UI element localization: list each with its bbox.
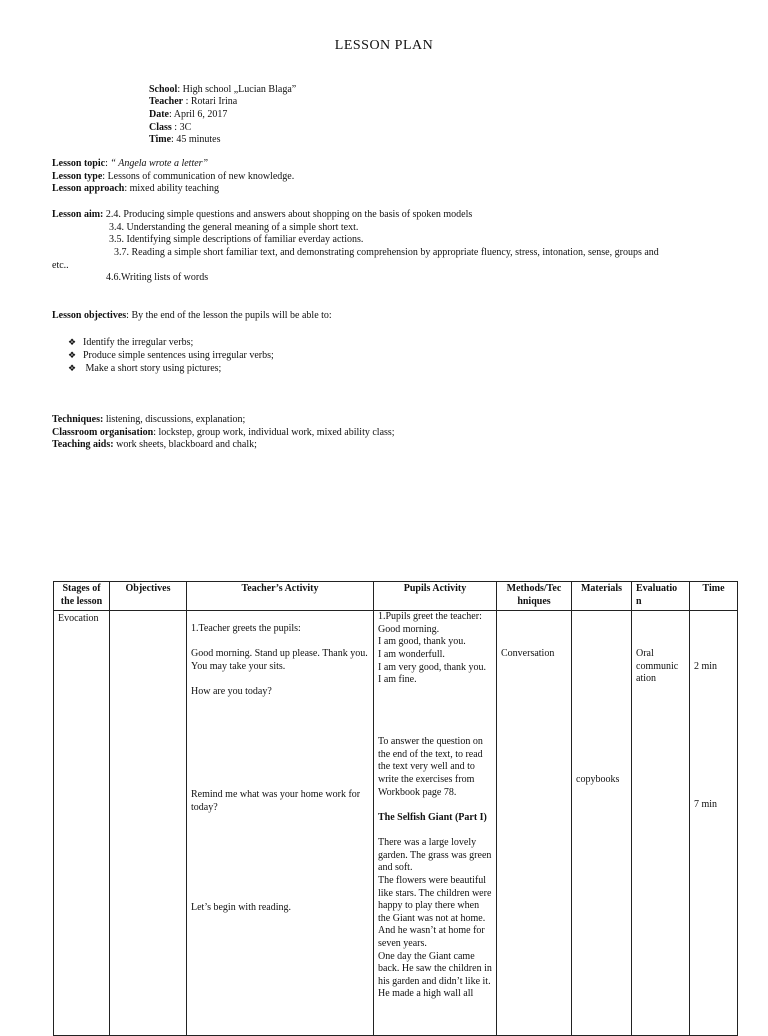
techniques-line	[52, 414, 245, 427]
stage-cell	[54, 611, 110, 1036]
teacher-morning-text: Good morning. Stand up please. Thank you. You may take your sits.	[191, 648, 368, 672]
date-line	[149, 109, 227, 122]
lesson-objectives-label: Lesson objectives	[52, 310, 127, 321]
techniques-value: listening, discussions, explanation;	[103, 414, 246, 425]
header-teacher-activity: Teacher’s Activity	[187, 582, 374, 611]
pupils-greet-text: 1.Pupils greet the teacher: Good morning. I am good, thank you. I am wonderfull. I am very good, thank you. I am fine.	[378, 611, 487, 686]
time-value-1: 2 min	[694, 661, 718, 673]
lesson-approach-label: Lesson approach	[52, 183, 125, 194]
stage-text: Evocation	[58, 613, 99, 625]
teaching-aids-value: work sheets, blackboard and chalk;	[113, 439, 257, 450]
teacher-activity-cell	[187, 611, 374, 1036]
methods-text: Conversation	[501, 648, 555, 660]
pupils-activity-cell	[374, 611, 497, 1036]
lesson-approach-line	[52, 183, 219, 196]
materials-text: copybooks	[576, 774, 620, 786]
lesson-topic-label: Lesson topic	[52, 158, 106, 169]
lesson-topic-value: “ Angela wrote a letter”	[110, 158, 209, 169]
teacher-remind-text: Remind me what was your home work for today?	[191, 789, 361, 813]
pupils-answer-text: To answer the question on the end of the text, to read the text very well and to write the exercises from Workbook page 78.	[378, 736, 483, 798]
time-label: Time	[149, 134, 172, 145]
teacher-label: Teacher	[149, 96, 184, 107]
lesson-type-line	[52, 171, 294, 184]
header-time: Time	[690, 582, 738, 611]
aim-item: 2.4. Producing simple questions and answers about shopping on the basis of spoken models	[103, 209, 473, 220]
date-value: : April 6, 2017	[169, 109, 228, 120]
organisation-label: Classroom organisation	[52, 427, 154, 438]
lesson-aim-line	[52, 209, 472, 222]
time-line	[149, 134, 221, 147]
evaluation-text: Oral communic ation	[636, 648, 679, 685]
time-value-2: 7 min	[694, 799, 718, 811]
header-stages: Stages of the lesson	[54, 582, 110, 611]
teacher-line	[149, 96, 237, 109]
objective-item	[68, 362, 221, 376]
lesson-objectives-intro: : By the end of the lesson the pupils will be able to:	[126, 310, 332, 321]
header-methods: Methods/Tec hniques	[497, 582, 572, 611]
header-evaluation: Evaluatio n	[632, 582, 690, 611]
school-value: : High school „Lucian Blaga”	[177, 84, 297, 95]
teacher-how-text: How are you today?	[191, 686, 272, 698]
objective-item	[68, 349, 274, 363]
story-title: The Selfish Giant (Part I)	[378, 812, 487, 824]
teaching-aids-label: Teaching aids:	[52, 439, 114, 450]
organisation-line	[52, 427, 395, 440]
teacher-reading-text: Let’s begin with reading.	[191, 902, 291, 914]
time-cell	[690, 611, 738, 1036]
document-title: LESSON PLAN	[334, 38, 434, 53]
lesson-topic-sep: :	[105, 158, 111, 169]
lesson-topic-line	[52, 158, 208, 171]
aim-item: etc..	[52, 260, 69, 271]
table-row	[54, 611, 738, 1036]
story-text: There was a large lovely garden. The grass was green and soft. The flowers were beautiful like stars. The children were happy to play there when the Giant was not at home. And he wasn’t at home for seven years. One day the Giant came back. He saw the children in his garden and didn’t like it. He made a high wall all	[378, 837, 492, 1000]
lesson-approach-value: : mixed ability teaching	[124, 183, 220, 194]
class-line	[149, 122, 191, 135]
aim-item: 3.4. Understanding the general meaning of a simple short text.	[109, 222, 359, 233]
objective-text: Produce simple sentences using irregular verbs;	[83, 350, 274, 361]
lesson-table	[53, 581, 738, 1036]
materials-cell	[572, 611, 632, 1036]
aim-item: 4.6.Writing lists of words	[106, 272, 209, 283]
table-header-row	[54, 582, 738, 611]
lesson-aim-label: Lesson aim:	[52, 209, 104, 220]
header-pupils-activity: Pupils Activity	[374, 582, 497, 611]
techniques-label: Techniques:	[52, 414, 104, 425]
school-line	[149, 84, 296, 97]
organisation-value: : lockstep, group work, individual work, mixed ability class;	[153, 427, 395, 438]
objectives-cell	[110, 611, 187, 1036]
objective-text: Identify the irregular verbs;	[83, 337, 194, 348]
diamond-bullet-icon: ❖	[68, 337, 77, 347]
teacher-value: : Rotari Irina	[183, 96, 238, 107]
lesson-type-value: : Lessons of communication of new knowledge.	[102, 171, 295, 182]
teaching-aids-line	[52, 439, 257, 452]
header-materials: Materials	[572, 582, 632, 611]
evaluation-cell	[632, 611, 690, 1036]
date-label: Date	[149, 109, 169, 120]
objective-text: Make a short story using pictures;	[83, 363, 222, 374]
objective-item	[68, 336, 193, 350]
methods-cell	[497, 611, 572, 1036]
aim-item: 3.7. Reading a simple short familiar text, and demonstrating comprehension by appropriate fluency, stress, intonation, sense, groups and	[114, 247, 659, 258]
diamond-bullet-icon: ❖	[68, 350, 77, 360]
header-objectives: Objectives	[110, 582, 187, 611]
lesson-type-label: Lesson type	[52, 171, 103, 182]
lesson-objectives-line	[52, 310, 332, 323]
class-label: Class	[149, 122, 172, 133]
diamond-bullet-icon: ❖	[68, 363, 77, 373]
teacher-greet-text: 1.Teacher greets the pupils:	[191, 623, 301, 635]
school-label: School	[149, 84, 178, 95]
time-value: : 45 minutes	[171, 134, 221, 145]
class-value: : 3C	[171, 122, 192, 133]
aim-item: 3.5. Identifying simple descriptions of familiar everday actions.	[109, 234, 364, 245]
